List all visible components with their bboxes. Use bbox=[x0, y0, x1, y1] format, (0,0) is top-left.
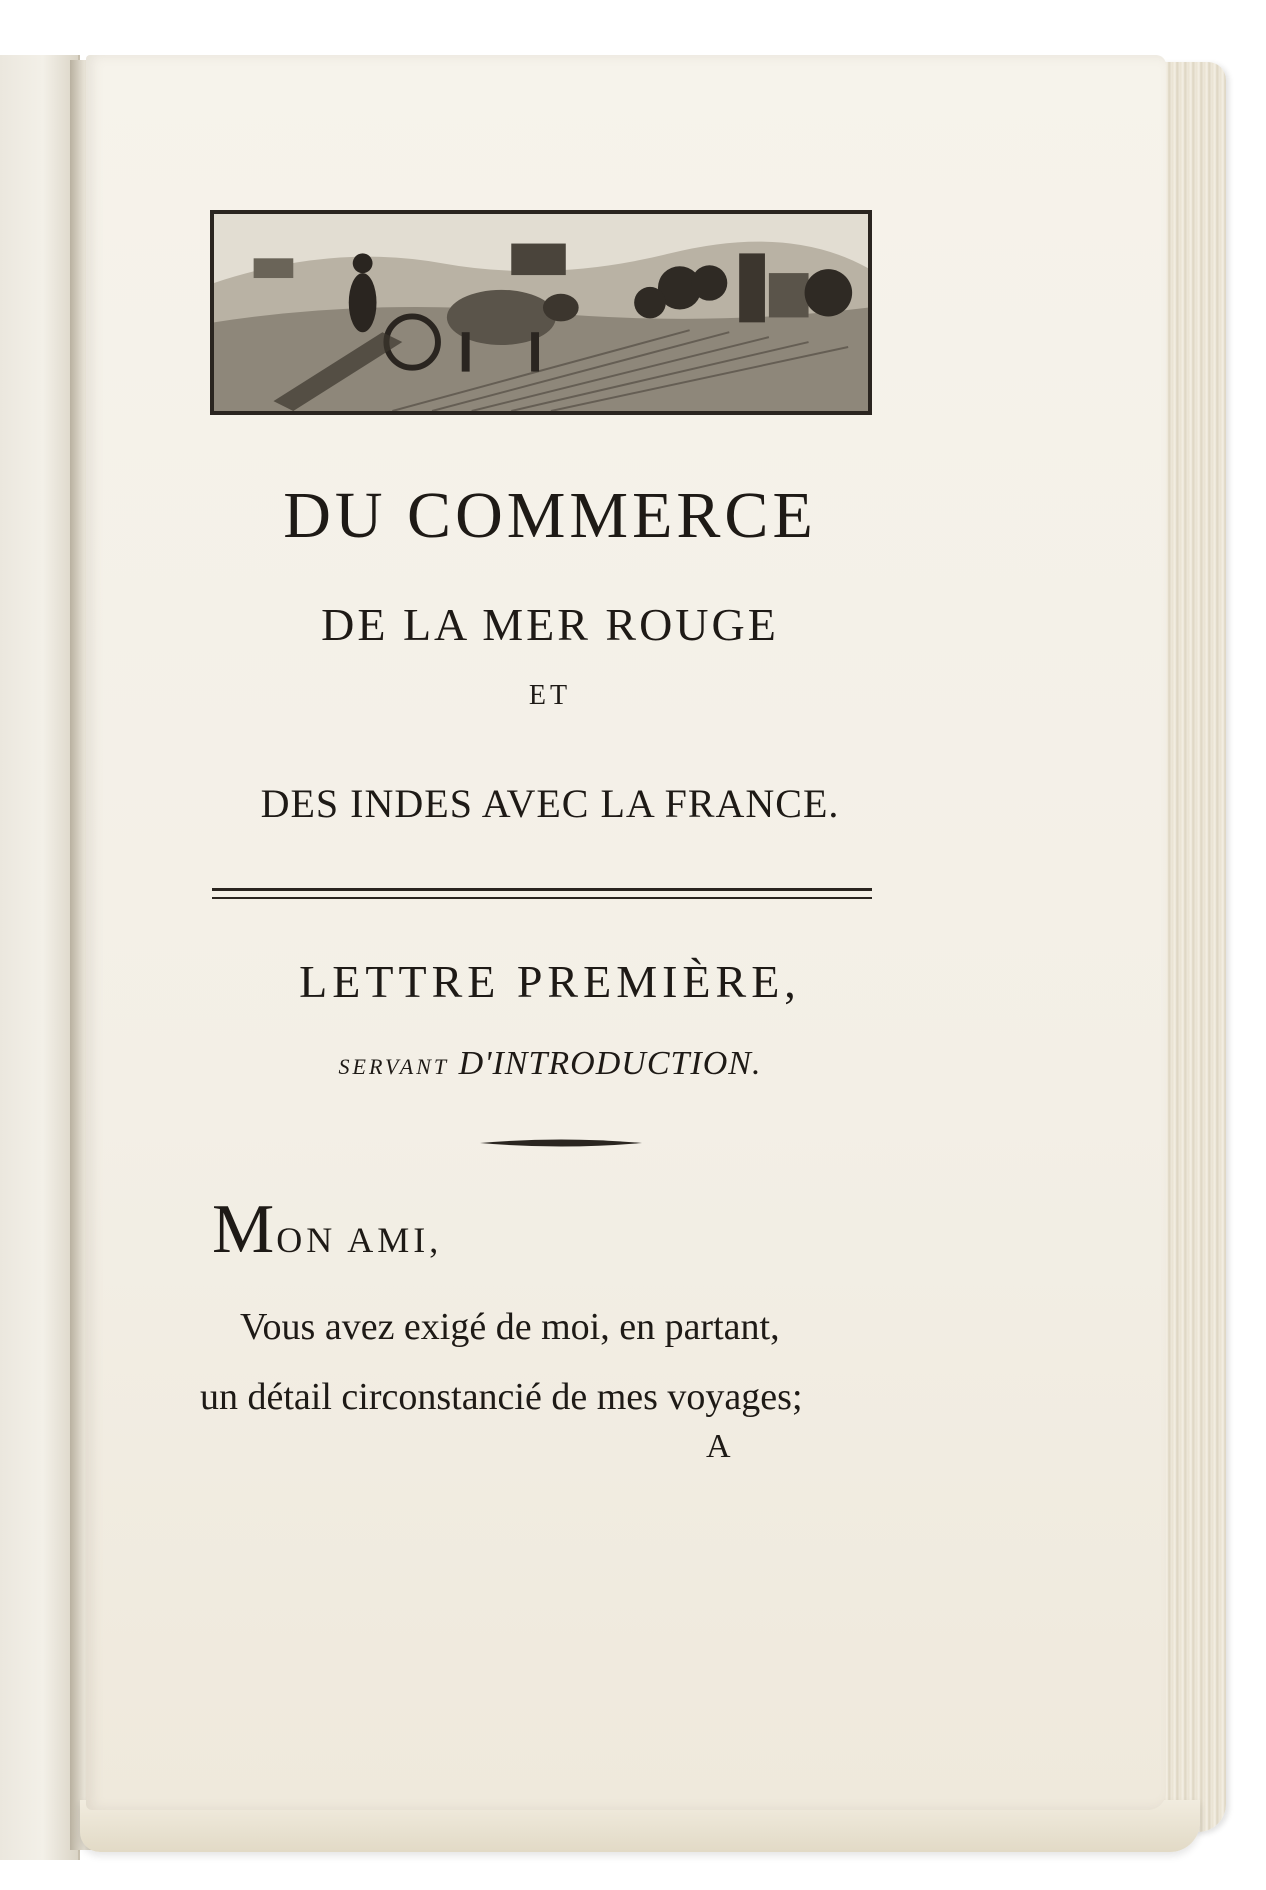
facing-page bbox=[0, 55, 80, 1860]
letter-subtitle bbox=[210, 1045, 890, 1083]
double-rule-top bbox=[212, 888, 872, 891]
body-line: un détail circonstancié de mes voyages; bbox=[200, 1376, 803, 1418]
signature-mark: A bbox=[706, 1428, 731, 1465]
swelled-rule-ornament bbox=[480, 1138, 642, 1148]
title-conjunction: ET bbox=[528, 680, 572, 711]
title-line-2: DE LA MER ROUGE bbox=[321, 599, 779, 650]
salutation-rest: ON AMI, bbox=[276, 1220, 443, 1260]
letter-subtitle-prefix: SERVANT bbox=[338, 1054, 450, 1079]
title-line-3: DES INDES AVEC LA FRANCE. bbox=[260, 781, 840, 826]
letter-subtitle-main: D'INTRODUCTION. bbox=[458, 1045, 762, 1082]
woodcut-farming-landscape-icon bbox=[210, 210, 872, 415]
body-line: Vous avez exigé de moi, en partant, bbox=[240, 1306, 780, 1348]
double-rule-bottom bbox=[212, 897, 872, 899]
salutation bbox=[212, 1190, 442, 1270]
letter-heading: LETTRE PREMIÈRE, bbox=[299, 956, 801, 1007]
salutation-initial: M bbox=[212, 1191, 277, 1268]
title-line-1: DU COMMERCE bbox=[283, 479, 817, 552]
